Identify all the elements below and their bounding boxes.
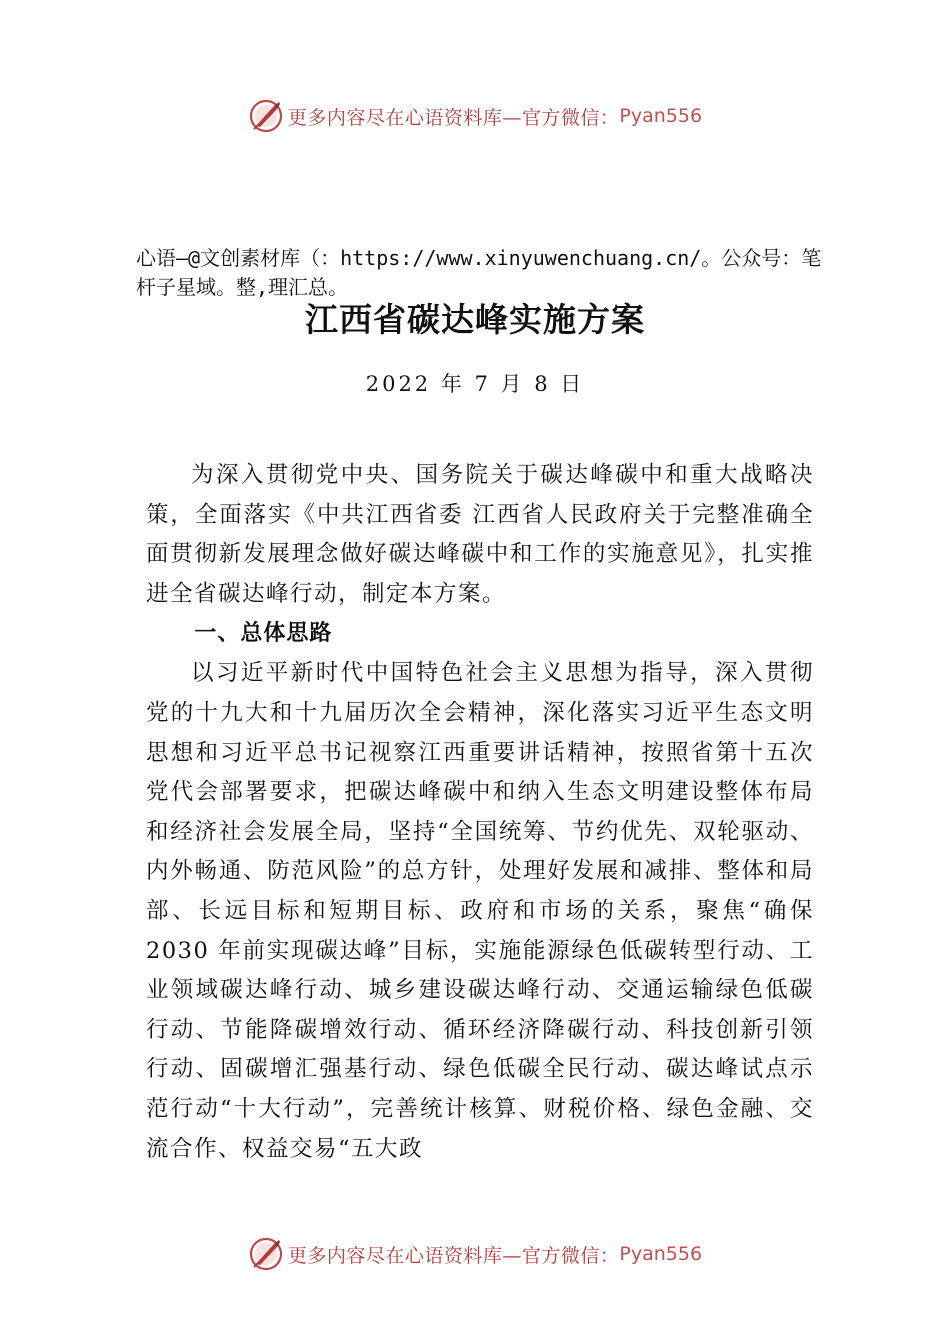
document-body <box>146 456 814 1169</box>
quill-pen-logo-icon <box>248 98 284 134</box>
quill-pen-logo-icon <box>248 1236 284 1272</box>
document-date: 2022 年 7 月 8 日 <box>365 372 585 396</box>
watermark-wechat-id: Pyan556 <box>619 1243 703 1265</box>
watermark-text: 更多内容尽在心语资料库—官方微信： <box>287 1244 620 1267</box>
watermark-wechat-id: Pyan556 <box>619 105 703 127</box>
page-title: 江西省碳达峰实施方案 <box>305 300 645 339</box>
watermark-text: 更多内容尽在心语资料库—官方微信： <box>287 106 620 129</box>
watermark-banner-top <box>0 94 950 138</box>
source-note: 心语—@文创素材库（：https://www.xinyuwenchuang.cn/。公众号：笔杆子星域。整,理汇总。 <box>136 246 822 299</box>
section-paragraph: 以习近平新时代中国特色社会主义思想为指导，深入贯彻党的十九大和十九届历次全会精神，深化落实习近平生态文明思想和习近平总书记视察江西重要讲话精神，按照省第十五次党代会部署要求，把碳达峰碳中和纳入生态文明建设整体布局和经济社会发展全局，坚持“全国统筹、节约优先、双轮驱动、内外畅通、防范风险”的总方针，处理好发展和减排、整体和局部、长远目标和短期目标、政府和市场的关系，聚焦“确保 2030 年前实现碳达峰”目标，实施能源绿色低碳转型行动、工业领域碳达峰行动、城乡建设碳达峰行动、交通运输绿色低碳行动、节能降碳增效行动、循环经济降碳行动、科技创新引领行动、固碳增汇强基行动、绿色低碳全民行动、碳达峰试点示范行动“十大行动”，完善统计核算、财税价格、绿色金融、交流合作、权益交易“五大政 <box>146 660 814 1162</box>
section-heading: 一、总体思路 <box>194 621 333 647</box>
intro-paragraph: 为深入贯彻党中央、国务院关于碳达峰碳中和重大战略决策，全面落实《中共江西省委 江西省人民政府关于完整准确全面贯彻新发展理念做好碳达峰碳中和工作的实施意见》，扎实推进全省碳达峰行动，制定本方案。 <box>146 462 814 607</box>
watermark-banner-bottom <box>0 1232 950 1276</box>
